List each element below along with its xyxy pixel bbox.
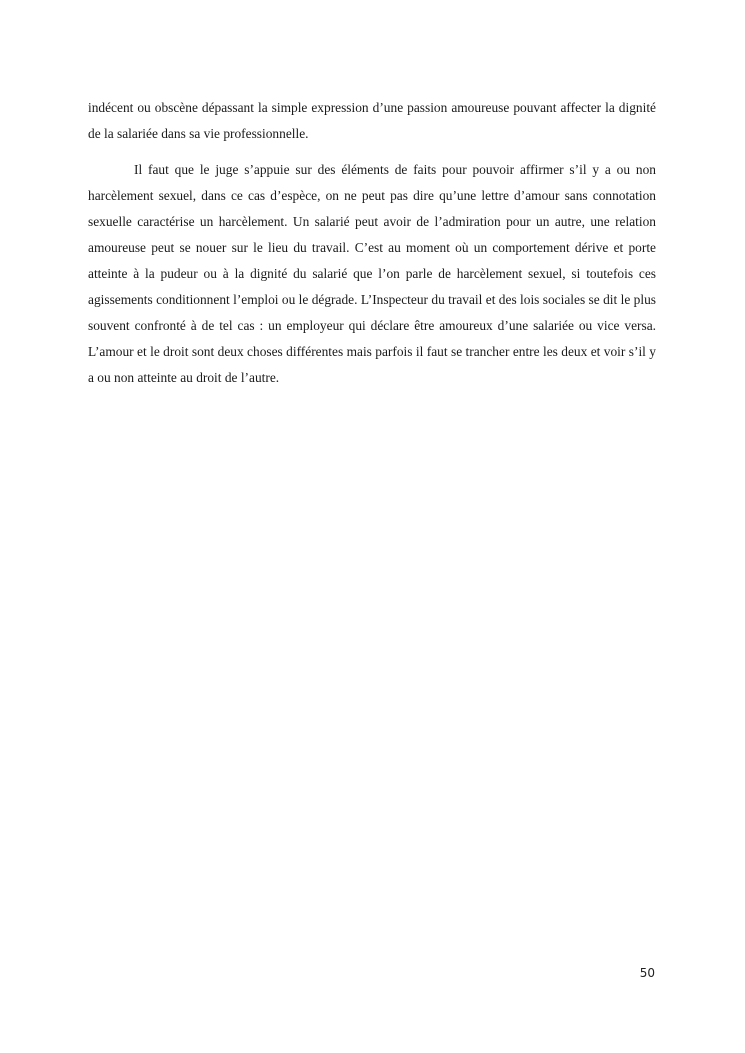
page-number: 50 <box>639 966 655 980</box>
body-text <box>88 95 656 391</box>
paragraph-continuation: indécent ou obscène dépassant la simple expression d’une passion amoureuse pouvant affecter la dignité de la salariée dans sa vie professionnelle. <box>88 100 656 141</box>
paragraph-harcelement: Il faut que le juge s’appuie sur des éléments de faits pour pouvoir affirmer s’il y a ou non harcèlement sexuel, dans ce cas d’espèce, on ne peut pas dire qu’une lettre d’amour sans connotation sexuelle caractérise un harcèlement. Un salarié peut avoir de l’admiration pour un autre, une relation amoureuse peut se nouer sur le lieu du travail. C’est au moment où un comportement dérive et porte atteinte à la pudeur ou à la dignité du salarié que l’on parle de harcèlement sexuel, si toutefois ces agissements conditionnent l’emploi ou le dégrade. L’Inspecteur du travail et des lois sociales se dit le plus souvent confronté à de tel cas : un employeur qui déclare être amoureux d’une salariée ou vice versa. L’amour et le droit sont deux choses différentes mais parfois il faut se trancher entre les deux et voir s’il y a ou non atteinte au droit de l’autre. <box>88 162 656 385</box>
